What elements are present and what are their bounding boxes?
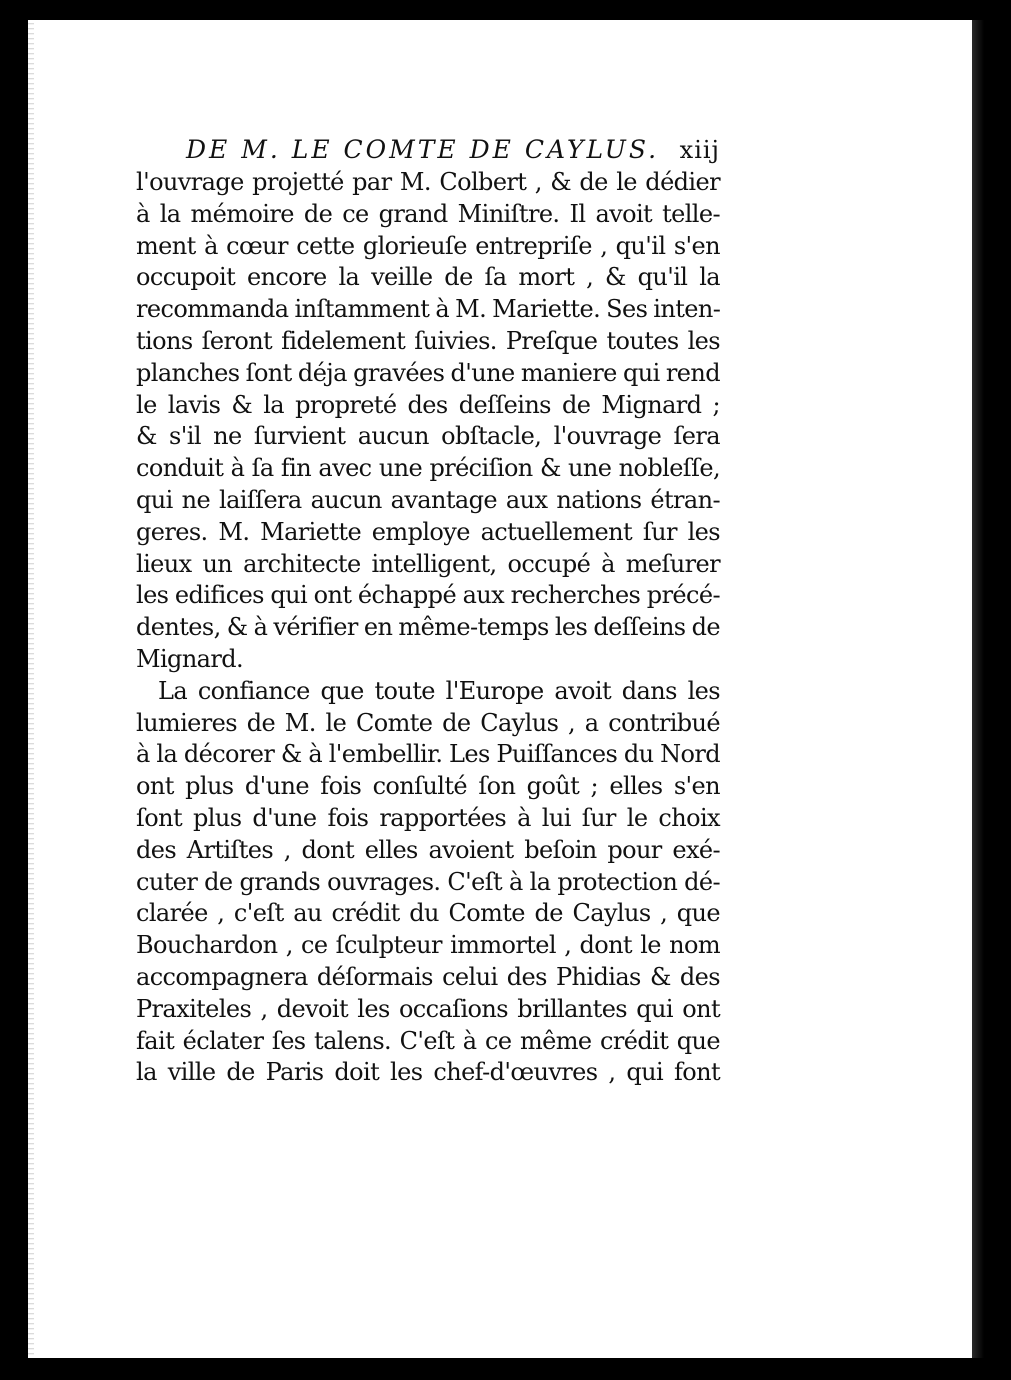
text-line: tions ſeront fidelement ſuivies. Preſque toutes les (136, 326, 720, 355)
text-line: fait éclater ſes talens. C'eſt à ce même crédit que (136, 1026, 720, 1055)
text-line: lieux un architecte intelligent, occupé à meſurer (136, 549, 720, 578)
text-line: La confiance que toute l'Europe avoit dans les (158, 676, 720, 705)
binding-edge (28, 20, 34, 1358)
text-line: conduit à ſa fin avec une préciſion & une nobleſſe, (136, 454, 720, 483)
text-line: Praxiteles , devoit les occaſions brillantes qui ont (136, 994, 720, 1023)
text-line: le lavis & la propreté des deſſeins de Mignard ; (136, 390, 720, 419)
text-line: clarée , c'eſt au crédit du Comte de Caylus , que (136, 899, 720, 928)
text-line: à la mémoire de ce grand Miniſtre. Il avoit telle- (136, 199, 720, 228)
text-line: ment à cœur cette glorieuſe entrepriſe , qu'il s'en (136, 231, 720, 260)
text-line: lumieres de M. le Comte de Caylus , a contribué (136, 708, 720, 737)
text-line: Mignard. (136, 644, 244, 673)
text-line: geres. M. Mariette employe actuellement ſur les (136, 517, 720, 546)
running-head (186, 133, 720, 167)
text-line: des Artiſtes , dont elles avoient beſoin pour exé- (136, 835, 720, 864)
text-line: l'ouvrage projetté par M. Colbert , & de le dédier (136, 168, 720, 196)
text-line: & s'il ne ſurvient aucun obſtacle, l'ouvrage ſera (136, 422, 720, 451)
text-line: ſont plus d'une fois rapportées à lui ſur le choix (136, 803, 720, 832)
text-line: Bouchardon , ce ſculpteur immortel , dont le nom (136, 931, 720, 960)
page-number: xiij (679, 136, 720, 164)
text-line: cuter de grands ouvrages. C'eſt à la protection dé- (136, 867, 720, 896)
text-line: recommanda inſtamment à M. Mariette. Ses inten- (136, 295, 721, 324)
text-line: les edifices qui ont échappé aux recherches précé- (136, 581, 720, 610)
text-line: planches ſont déja gravées d'une maniere qui rend (136, 358, 720, 387)
text-block (136, 133, 720, 1089)
text-line: accompagnera déſormais celui des Phidias & des (136, 962, 720, 991)
text-line: occupoit encore la veille de ſa mort , & qu'il la (136, 263, 720, 292)
running-head-title: DE M. LE COMTE DE CAYLUS. (186, 135, 660, 164)
text-line: à la décorer & à l'embellir. Les Puiſſances du Nord (136, 740, 720, 769)
text-line: dentes, & à vérifier en même-temps les deſſeins de (136, 613, 720, 642)
text-line: qui ne laiſſera aucun avantage aux nations étran- (136, 485, 720, 514)
page-edge-shadow (972, 20, 984, 1358)
body-text (136, 167, 720, 1089)
text-line: la ville de Paris doit les chef-d'œuvres , qui font (136, 1058, 720, 1087)
text-line: ont plus d'une fois conſulté ſon goût ; elles s'en (136, 772, 720, 801)
